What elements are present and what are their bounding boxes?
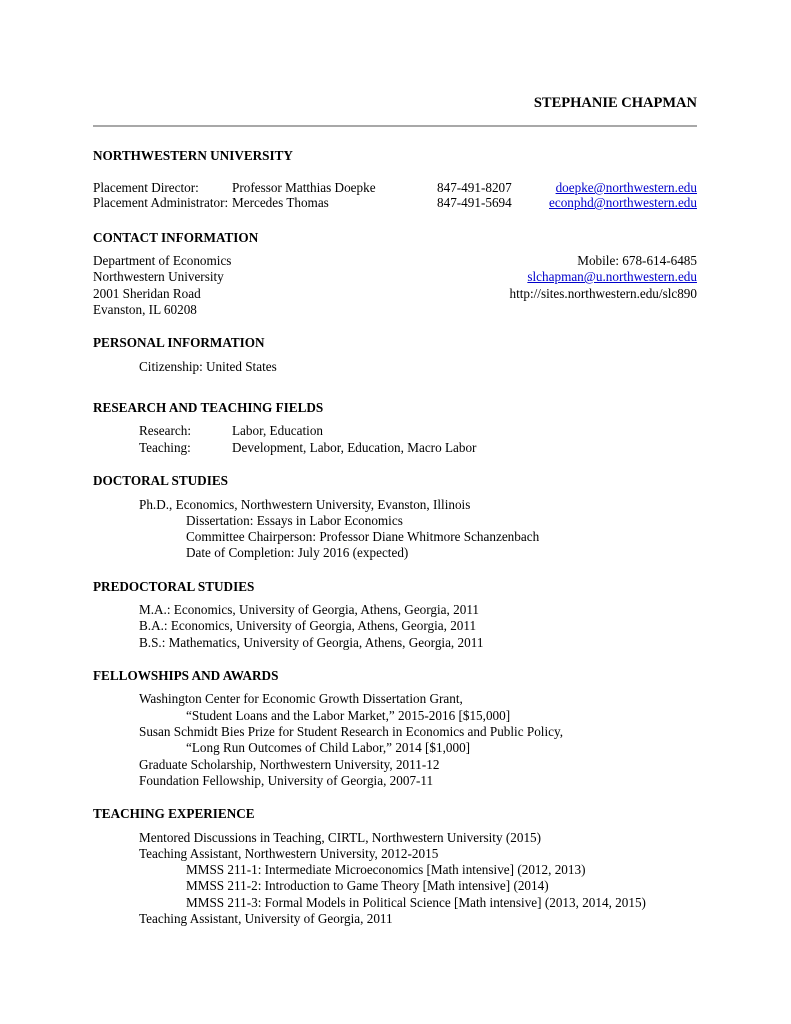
completion-date: Date of Completion: July 2016 (expected) <box>186 545 409 560</box>
placement-admin-role: Placement Administrator: <box>93 195 229 210</box>
address-line: Department of Economics <box>93 253 232 268</box>
contact-email-link[interactable]: slchapman@u.northwestern.edu <box>527 269 697 284</box>
course-line: MMSS 211-3: Formal Models in Political Science [Math intensive] (2013, 2014, 2015) <box>186 895 646 910</box>
award-line: “Student Loans and the Labor Market,” 2015-2016 [$15,000] <box>186 708 511 723</box>
placement-director-role: Placement Director: <box>93 180 199 195</box>
teaching-line: Teaching Assistant, University of Georgia, 2011 <box>139 911 393 926</box>
cv-name: STEPHANIE CHAPMAN <box>533 95 697 111</box>
teaching-line: Mentored Discussions in Teaching, CIRTL, Northwestern University (2015) <box>139 830 542 845</box>
teaching-heading: TEACHING EXPERIENCE <box>93 806 255 821</box>
dissertation-title: Dissertation: Essays in Labor Economics <box>186 513 403 528</box>
placement-director-phone: 847-491-8207 <box>437 180 512 195</box>
committee-chair: Committee Chairperson: Professor Diane Whitmore Schanzenbach <box>186 529 540 544</box>
award-line: Foundation Fellowship, University of Georgia, 2007-11 <box>139 773 434 788</box>
placement-admin-name: Mercedes Thomas <box>232 195 329 210</box>
address-line: 2001 Sheridan Road <box>93 286 201 301</box>
award-line: Graduate Scholarship, Northwestern University, 2011-12 <box>139 757 440 772</box>
course-line: MMSS 211-2: Introduction to Game Theory [Math intensive] (2014) <box>186 878 549 893</box>
awards-heading: FELLOWSHIPS AND AWARDS <box>93 668 279 683</box>
award-line: Washington Center for Economic Growth Dissertation Grant, <box>139 691 463 706</box>
predoctoral-item: B.A.: Economics, University of Georgia, Athens, Georgia, 2011 <box>139 618 477 633</box>
teaching-label: Teaching: <box>139 440 191 455</box>
fields-heading: RESEARCH AND TEACHING FIELDS <box>93 400 324 415</box>
research-label: Research: <box>139 423 191 438</box>
award-line: “Long Run Outcomes of Child Labor,” 2014 [$1,000] <box>186 740 471 755</box>
predoctoral-item: B.S.: Mathematics, University of Georgia, Athens, Georgia, 2011 <box>139 635 484 650</box>
contact-heading: CONTACT INFORMATION <box>93 230 259 245</box>
doctoral-heading: DOCTORAL STUDIES <box>93 473 228 488</box>
doctoral-degree: Ph.D., Economics, Northwestern University, Evanston, Illinois <box>139 497 471 512</box>
address-line: Northwestern University <box>93 269 224 284</box>
teaching-line: Teaching Assistant, Northwestern University, 2012-2015 <box>139 846 439 861</box>
course-line: MMSS 211-1: Intermediate Microeconomics [Math intensive] (2012, 2013) <box>186 862 586 877</box>
teaching-value: Development, Labor, Education, Macro Labor <box>232 440 477 455</box>
placement-heading: NORTHWESTERN UNIVERSITY <box>93 148 293 163</box>
predoctoral-item: M.A.: Economics, University of Georgia, Athens, Georgia, 2011 <box>139 602 480 617</box>
placement-director-name: Professor Matthias Doepke <box>232 180 376 195</box>
citizenship: Citizenship: United States <box>139 359 277 374</box>
placement-admin-email-link[interactable]: econphd@northwestern.edu <box>548 195 697 210</box>
mobile-phone: Mobile: 678-614-6485 <box>577 253 697 268</box>
website-url[interactable]: http://sites.northwestern.edu/slc890 <box>509 286 697 301</box>
predoctoral-heading: PREDOCTORAL STUDIES <box>93 579 255 594</box>
placement-director-email-link[interactable]: doepke@northwestern.edu <box>555 180 697 195</box>
award-line: Susan Schmidt Bies Prize for Student Research in Economics and Public Policy, <box>139 724 564 739</box>
address-line: Evanston, IL 60208 <box>93 302 197 317</box>
header-divider <box>93 125 697 127</box>
research-value: Labor, Education <box>232 423 324 438</box>
personal-heading: PERSONAL INFORMATION <box>93 335 265 350</box>
placement-admin-phone: 847-491-5694 <box>437 195 512 210</box>
